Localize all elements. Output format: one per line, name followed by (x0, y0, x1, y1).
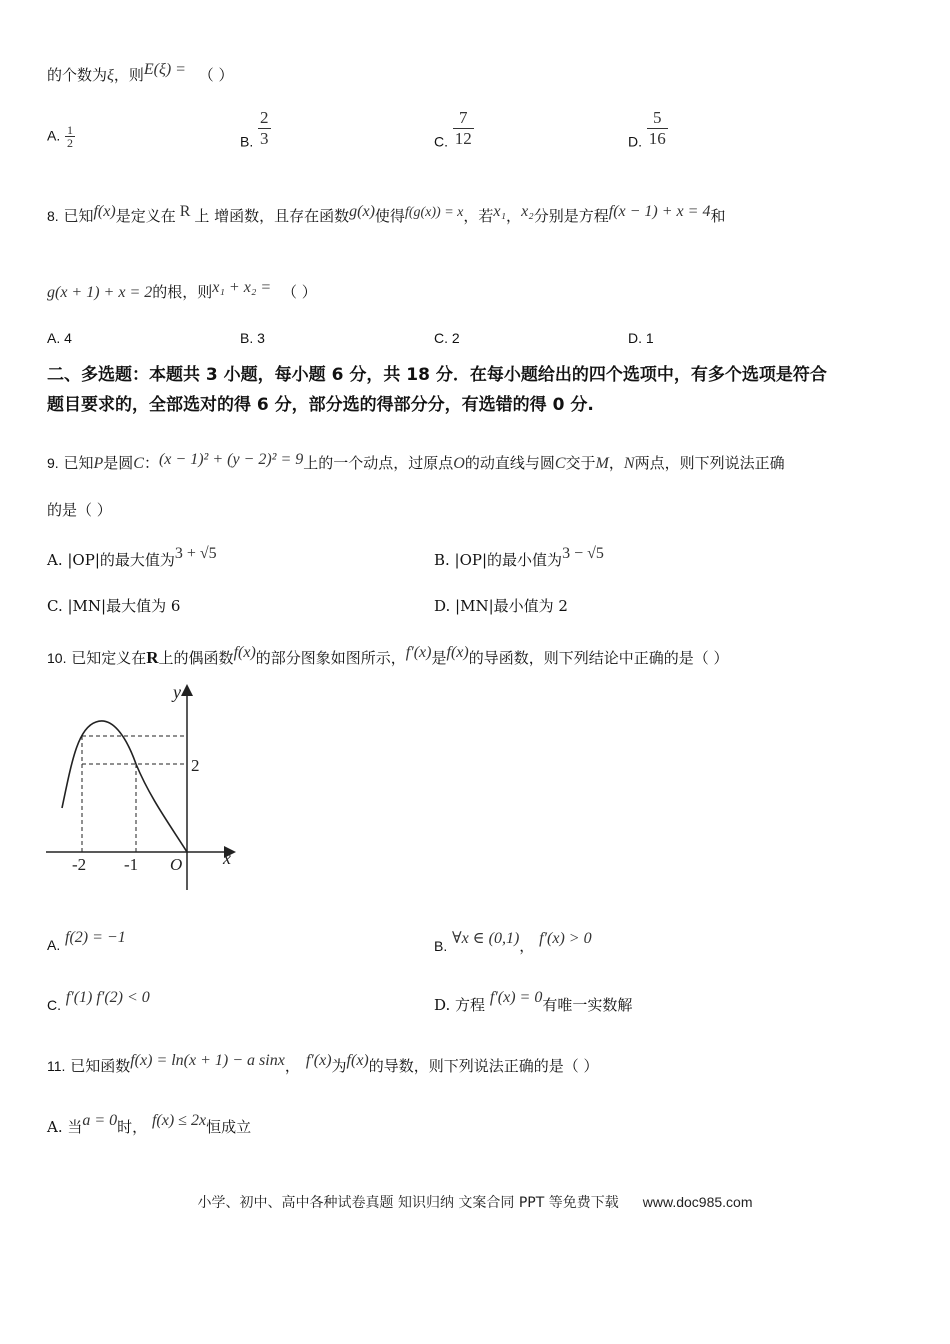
fraction: $\frac{1}{2}$ (67, 123, 74, 150)
q11-option-a[interactable]: A. 当a = 0时， f(x) ≤ 2x恒成立 (47, 1112, 252, 1136)
tick-label: -2 (72, 855, 87, 874)
fraction: $\frac{2}{3}$ (260, 108, 269, 148)
q8-option-a[interactable]: A. 4 (47, 330, 72, 346)
y-axis-label: y (173, 682, 181, 702)
q8-option-d[interactable]: D. 1 (628, 330, 654, 346)
q9-stem-line1: 9. 已知P是圆C：(x − 1)² + (y − 2)² = 9上的一个动点，过原点O的动直线与圆C交于M，N两点，则下列说法正确 (47, 451, 785, 472)
fraction: $\frac{7}{12}$ (454, 108, 472, 148)
expectation-expr: E(ξ) = (143, 61, 186, 78)
q9-option-a[interactable]: A. |OP|的最大值为3 + √5 (47, 545, 217, 569)
tick-label: -1 (124, 855, 139, 874)
q8-option-b[interactable]: B. 3 (240, 330, 265, 346)
xi-symbol: ξ (107, 67, 114, 84)
q7-option-c[interactable]: C. $\frac{7}{12}$ (434, 108, 472, 150)
function-curve (62, 721, 187, 852)
q7-stem: 的个数为ξ，则E(ξ) = （ ） (47, 61, 234, 84)
q9-option-b[interactable]: B. |OP|的最小值为3 − √5 (434, 545, 604, 569)
q7-option-d[interactable]: D. $\frac{5}{16}$ (628, 108, 666, 150)
q9-option-d[interactable]: D. |MN|最小值为 2 (434, 597, 568, 615)
q7-option-b[interactable]: B. $\frac{2}{3}$ (240, 108, 269, 150)
x-axis-label: x (223, 848, 231, 868)
footer-url[interactable]: www.doc985.com (642, 1194, 753, 1210)
q8-stem-line1: 8. 已知f(x)是定义在 R 上 增函数，且存在函数g(x)使得f(g(x)) = x，若x₁，x₂分别是方程f(x − 1) + x = 4和 (47, 203, 726, 225)
q9-option-c[interactable]: C. |MN|最大值为 6 (47, 597, 181, 615)
q10-option-b[interactable]: B. ∀x ∈ (0,1)， f′(x) > 0 (434, 930, 592, 955)
function-graph (40, 680, 250, 895)
q9-stem-line2: 的是（ ） (47, 501, 112, 519)
page-footer: 小学、初中、高中各种试卷真题 知识归纳 文案合同 PPT 等免费下载 www.doc985.com (197, 1194, 753, 1211)
q8-stem-line2: g(x + 1) + x = 2的根，则x₁ + x₂ = （ ） (47, 279, 317, 301)
q11-stem: 11. 已知函数f(x) = ln(x + 1) − a sinx， f′(x)为f(x)的导数，则下列说法正确的是（ ） (47, 1052, 599, 1075)
q10-stem: 10. 已知定义在R上的偶函数f(x)的部分图象如图所示，f′(x)是f(x)的导函数，则下列结论中正确的是（ ） (47, 644, 729, 667)
q10-option-d[interactable]: D. 方程 f′(x) = 0有唯一实数解 (434, 989, 633, 1014)
origin-label: O (170, 855, 183, 874)
q10-option-a[interactable]: A. f(2) = −1 (47, 929, 126, 953)
q10-option-c[interactable]: C. f′(1) f′(2) < 0 (47, 989, 150, 1013)
fraction: $\frac{5}{16}$ (648, 108, 666, 148)
q7-option-a[interactable]: A. $\frac{1}{2}$ (47, 123, 74, 150)
q8-option-c[interactable]: C. 2 (434, 330, 460, 346)
tick-label: 2 (191, 756, 200, 775)
section-heading: 二、多选题：本题共 3 小题，每小题 6 分，共 18 分．在每小题给出的四个选项中，有多个选项是符合 题目要求的，全部选对的得 6 分，部分选的得部分分，有选错的得 0 分. (47, 365, 827, 415)
